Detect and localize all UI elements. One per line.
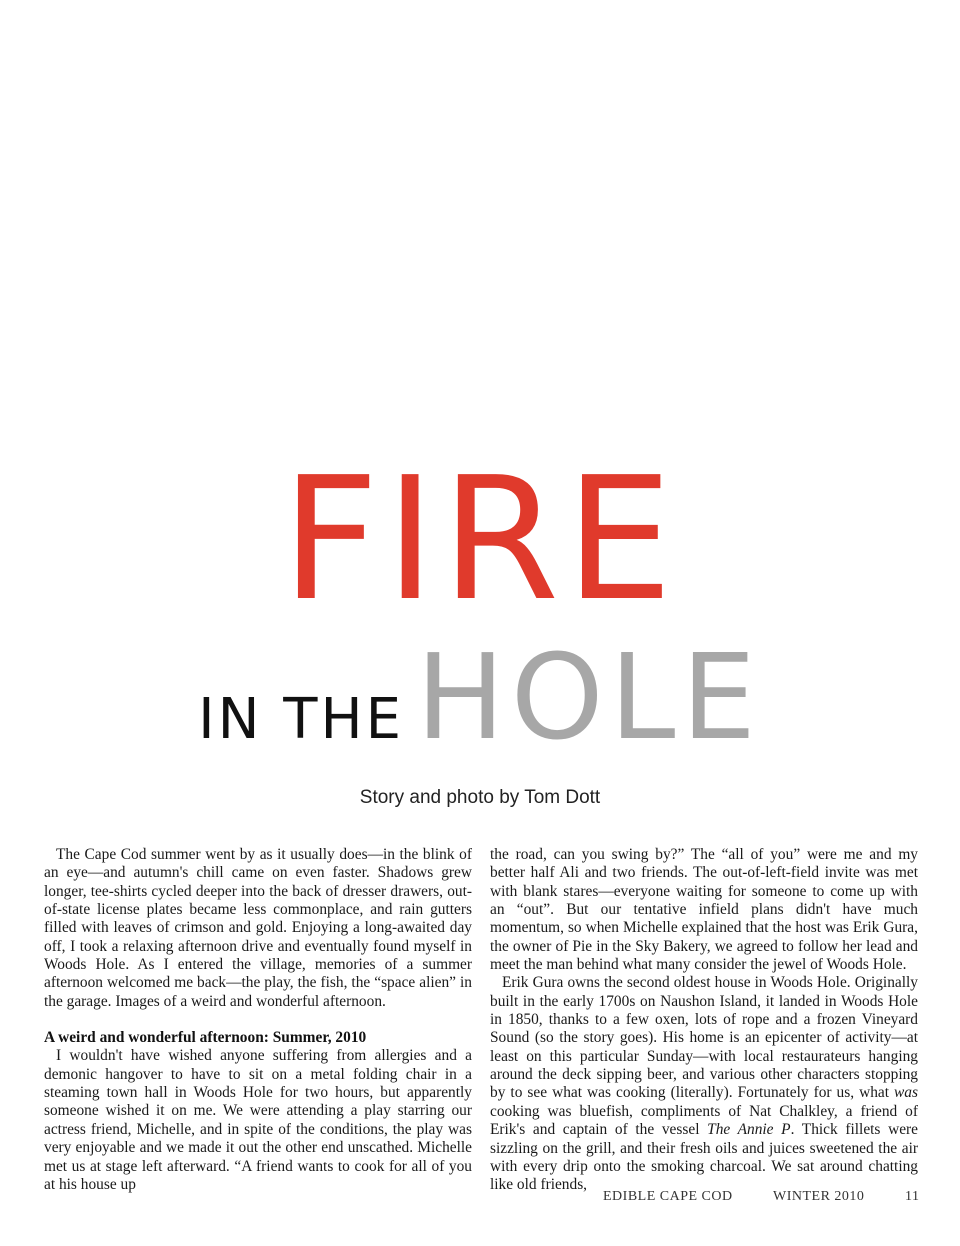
paragraph: The Cape Cod summer went by as it usually does—in the blink of an eye—and autumn's chill came on even faster. Shadows grew longer, tee-shirts cycled deeper into the back of dresser drawers, out-of-state license plates became less commonplace, and rain gutters filled with leaves of crimson and gold. Enjoying a long-awaited day off, I took a relaxing afternoon drive and eventually found myself in Woods Hole. As I entered the village, memories of a summer afternoon welcomed me back—the play, the fish, the “space alien” in the garage. Images of a weird and wonderful afternoon. (44, 846, 472, 1010)
paragraph-continued: the road, can you swing by?” The “all of you” were me and my better half Ali and two friends. The out-of-left-field invite was met with blank stares—everyone waiting for someone to come up with an “out”. But our tentative infield plans didn't have much momentum, so when Michelle explained that the host was Erik Gura, the owner of Pie in the Sky Bakery, we agreed to follow her lead and meet the man behind what many consider the jewel of Woods Hole. (490, 846, 918, 974)
byline: Story and photo by Tom Dott (359, 787, 601, 808)
title-hole: HOLE (415, 628, 762, 766)
text-run: Erik Gura owns the second oldest house in Woods Hole. Originally built in the early 1700s on Naushon Island, it landed in Woods Hole in 1850, thanks to a few oxen, lots of rope and a frozen Vineyard Sound (so the story goes). His home is an epicenter of activity—at least on this particular Sunday—with local restaurateurs hanging around the deck sipping beer, and various other characters stopping by to see what was cooking (literally). Fortunately for us, what (490, 974, 918, 1102)
title-subline (0, 628, 960, 766)
title-fire: FIRE (281, 441, 679, 639)
paragraph-spacer (44, 1011, 472, 1029)
paragraph (490, 974, 918, 1194)
section-heading: A weird and wonderful afternoon: Summer, 2010 (44, 1029, 367, 1047)
emphasis-was: was (894, 1084, 918, 1102)
title-in-the: IN THE (198, 687, 404, 752)
vessel-name: The Annie P (707, 1121, 791, 1139)
paragraph: I wouldn't have wished anyone suffering from allergies and a demonic hangover to have to sit on a metal folding chair in a steaming town hall in Woods Hole for two hours, but apparently someone wished it on me. We were attending a play starring our actress friend, Michelle, and in spite of the conditions, the play was very enjoyable and we made it out the other end unscathed. Michelle met us at stage left afterward. “A friend wants to cook for all of you at his house up (44, 1047, 472, 1193)
footer-issue: WINTER 2010 (773, 1189, 865, 1204)
text-run: cooking was bluefish, compliments of Nat Chalkley, a friend of Erik's and captain of the vessel (490, 1102, 918, 1139)
page-number: 11 (905, 1189, 920, 1204)
article-column-left (44, 846, 472, 1194)
footer-publication: EDIBLE CAPE COD (603, 1189, 733, 1204)
text-run: . Thick fillets were sizzling on the grill, and their fresh oils and juices sweetened the air with every drip onto the smoking charcoal. We sat around chatting like old friends, (490, 1121, 918, 1194)
page-footer (0, 1189, 960, 1209)
article-column-right (490, 846, 918, 1195)
